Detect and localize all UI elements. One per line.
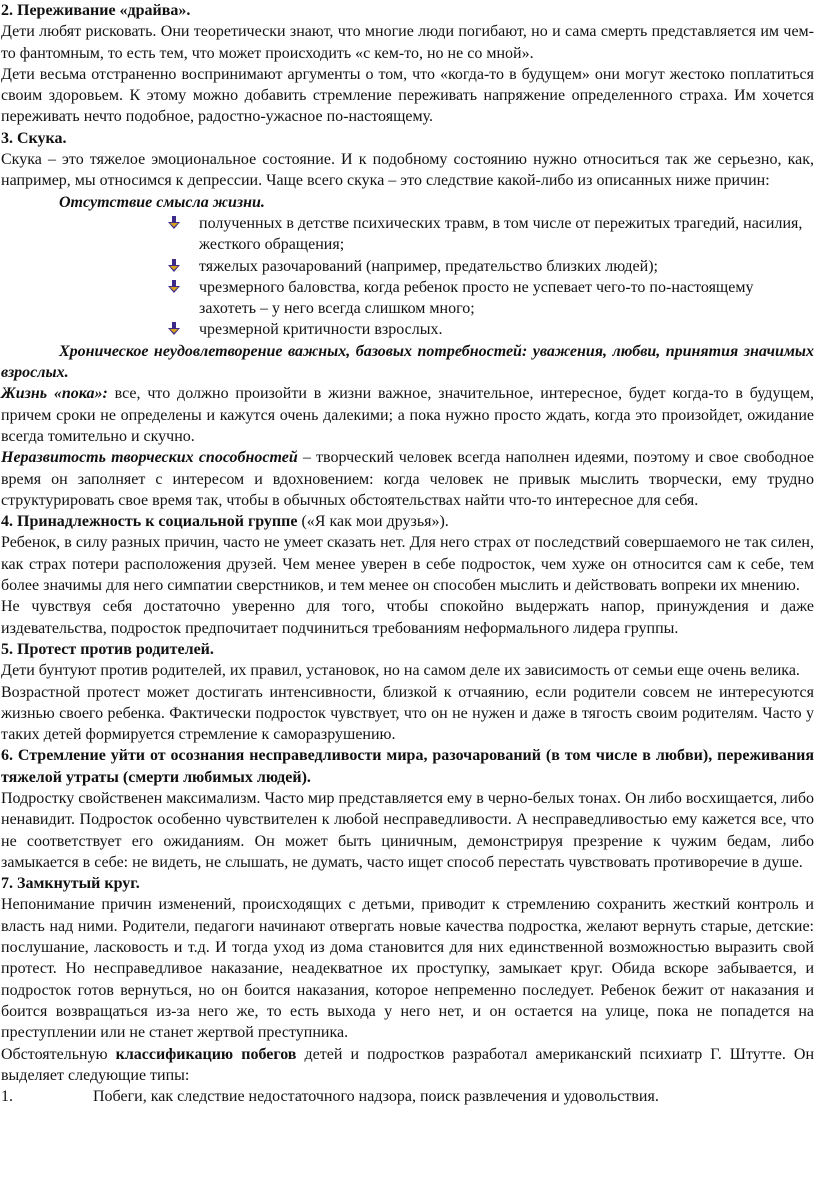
creative-label: Неразвитость творческих способностей (1, 449, 298, 467)
list-item (161, 213, 814, 256)
arrow-down-bullet-icon (167, 259, 181, 273)
section-3-bullet-list (1, 213, 814, 341)
section-4-paragraph-2: Не чувствуя себя достаточно уверенно для того, чтобы спокойно выдержать напор, принуждения и даже издевательства, подросток предпочитает подчиниться требованиям неформального лидера группы. (1, 598, 814, 637)
section-3-subheading-meaning: Отсутствие смысла жизни. (59, 193, 265, 211)
section-3-paragraph-life (1, 383, 814, 447)
bullet-text: тяжелых разочарований (например, предательство близких людей); (199, 257, 658, 275)
section-7-paragraph-2 (1, 1044, 814, 1087)
bullet-text: полученных в детстве психических травм, в том числе от пережитых трагедий, насилия, жесткого обращения; (199, 214, 803, 254)
bullet-text: чрезмерного баловства, когда ребенок просто не успевает чего-то по-настоящему захотеть – у него всегда слишком много; (199, 278, 754, 318)
section-2-paragraph-2: Дети весьма отстраненно воспринимают аргументы о том, что «когда-то в будущем» они могут жестоко поплатиться своим здоровьем. К этому можно добавить стремление переживать напряжение определенного страха. Им хочется переживать нечто подобное, радостно-ужасное по-настоящему. (1, 65, 814, 126)
section-2-heading: 2. Переживание «драйва». (1, 2, 191, 19)
classification-before: Обстоятельную (1, 1045, 116, 1063)
section-5-heading: 5. Протест против родителей. (1, 640, 214, 658)
list-item (1, 1086, 814, 1107)
section-5-paragraph-2: Возрастной протест может достигать интенсивности, близкой к отчаянию, если родители совсем не интересуются жизнью своего ребенка. Фактически подросток чувствует, что он не нужен и даже в тягость своим родителям. Часто у таких детей формируется стремление к саморазрушению. (1, 683, 814, 744)
list-item (161, 256, 814, 277)
creative-text: – творческий человек всегда наполнен идеями, поэтому и свое свободное время он заполняет с интересом и вдохновением: когда человек не привык мыслить творчески, ему трудно структурировать свое время так, чтобы в обычных обстоятельствах найти что-то интересное для себя. (1, 449, 814, 509)
bullet-text: чрезмерной критичности взрослых. (199, 321, 443, 339)
arrow-down-bullet-icon (167, 280, 181, 294)
section-3-subheading-chronic: Хроническое неудовлетворение важных, базовых потребностей: уважения, любви, принятия значимых взрослых. (1, 342, 814, 382)
section-3-heading: 3. Скука. (1, 129, 67, 147)
arrow-down-bullet-icon (167, 216, 181, 230)
list-item-text: Побеги, как следствие недостаточного надзора, поиск развлечения и удовольствия. (93, 1088, 659, 1106)
section-4-heading-tail: («Я как мои друзья»). (297, 513, 449, 531)
section-6-heading: 6. Стремление уйти от осознания несправедливости мира, разочарований (в том числе в любви), переживания тяжелой утраты (смерти любимых людей). (1, 747, 814, 786)
section-4-heading (1, 511, 814, 532)
section-7-paragraph-1: Непонимание причин изменений, происходящих с детьми, приводит к стремлению сохранить жесткий контроль и власть над ними. Родители, педагоги начинают отвергать новые качества подростка, желают вернуть старые, детские: послушание, ласковость и т.д. И тогда уход из дома становится для них единственной возможностью выразить свой протест. Но несправедливое наказание, неадекватное их проступку, замыкает круг. Обида вскоре забывается, и подросток готов вернуться, но он боится наказания, которое непременно последует. Ребенок бежит от наказания и боится возвращаться из-за него же, то есть выхода у него нет, и он остается на улице, пока не попадется на преступлении или не станет жертвой преступника. (1, 896, 814, 1042)
section-3-paragraph-1: Скука – это тяжелое эмоциональное состояние. И к подобному состоянию нужно относиться так же серьезно, как, например, мы относимся к депрессии. Чаще всего скука – это следствие какой-либо из описанных ниже причин: (1, 151, 814, 190)
list-item (161, 277, 814, 320)
list-item (161, 319, 814, 340)
section-5-paragraph-1: Дети бунтуют против родителей, их правил, установок, но на самом деле их зависимость от семьи еще очень велика. (1, 662, 800, 680)
classification-after: детей и подростков разработал американский психиатр Г. Штутте. Он выделяет следующие типы: (1, 1045, 815, 1084)
classification-bold: классификацию побегов (115, 1045, 297, 1063)
section-4-paragraph-1: Ребенок, в силу разных причин, часто не умеет сказать нет. Для него страх от последствий совершаемого не так силен, как страх потери расположения друзей. Чем менее уверен в себе подросток, чем хуже он относится сам к себе, тем более значимы для него симпатии сверстников, и тем менее он способен мыслить и действовать вопреки их мнению. (1, 534, 814, 595)
life-text: все, что должно произойти в жизни важное, значительное, интересное, будет когда-то в будущем, причем сроки не определены и кажутся очень далекими; а пока нужно просто ждать, когда это произойдет, ожидание всегда томительно и скучно. (1, 385, 814, 445)
arrow-down-bullet-icon (167, 322, 181, 336)
escape-types-list (1, 1086, 814, 1107)
section-7-heading: 7. Замкнутый круг. (1, 875, 140, 893)
list-item-number: 1. (1, 1088, 13, 1106)
section-2-paragraph-1: Дети любят рисковать. Они теоретически знают, что многие люди погибают, но и сама смерть представляется им чем-то фантомным, то есть тем, что может происходить «с кем-то, но не со мной». (1, 23, 814, 62)
section-4-heading-bold: 4. Принадлежность к социальной группе (1, 513, 298, 531)
life-label: Жизнь «пока»: (1, 385, 108, 403)
section-6-paragraph-1: Подростку свойственен максимализм. Часто мир представляется ему в черно-белых тонах. Он либо восхищается, либо ненавидит. Подросток особенно чувствителен к любой несправедливости. А несправедливостью ему кажется все, что не соответствует его ожиданиям. Он может быть циничным, демонстрируя презрение к чужим бедам, либо замыкается в себе: не видеть, не слышать, не думать, часто ищет способ перестать чувствовать противоречие в душе. (1, 789, 814, 871)
section-3-paragraph-creative (1, 447, 814, 511)
